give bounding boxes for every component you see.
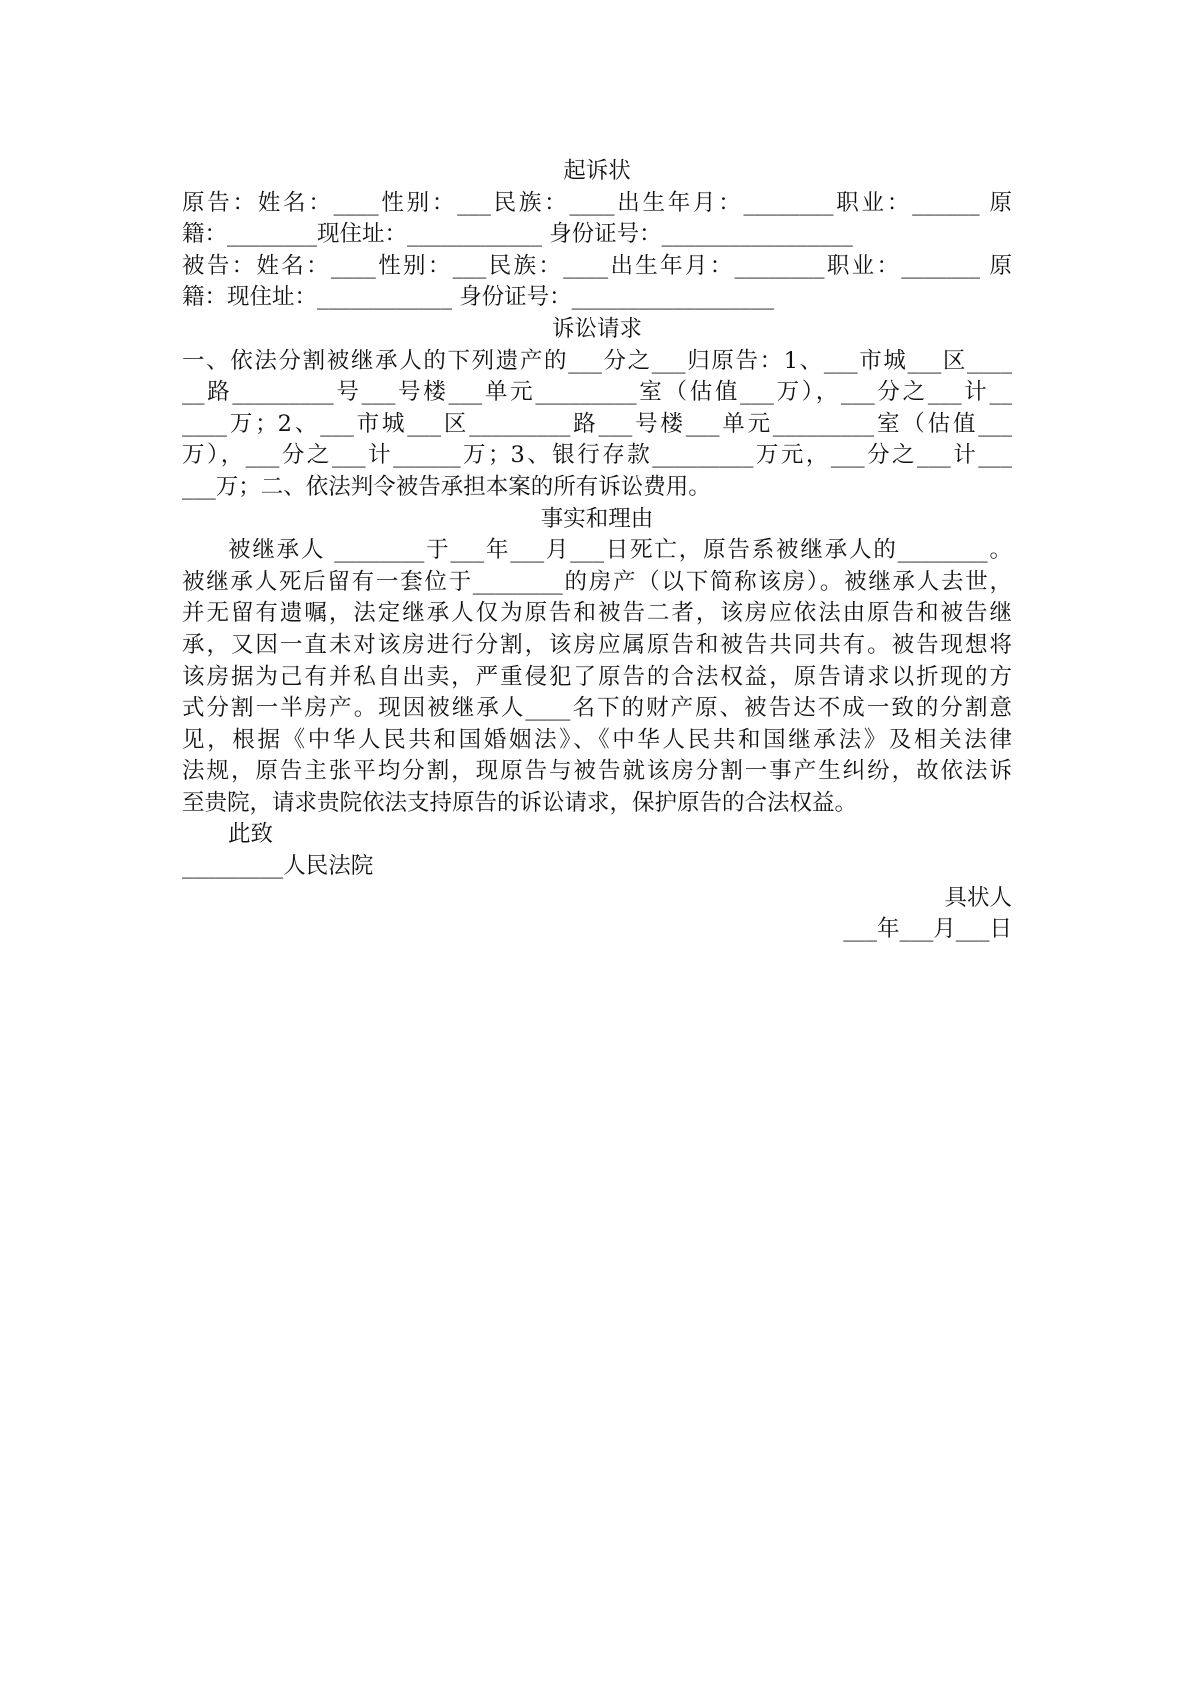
claims-line-3: ____万；2、___市城___区_________路___号楼___单元_________室（估值___ bbox=[182, 410, 1012, 437]
facts-line-5: 该房据为己有并私自出卖，严重侵犯了原告的合法权益，原告请求以折现的方 bbox=[182, 663, 1012, 690]
plaintiff-info-line-2: 籍：________现住址：____________ 身份证号：_________________ bbox=[182, 221, 853, 248]
defendant-info-line-2: 籍：现住址：____________ 身份证号：__________________ bbox=[182, 284, 775, 311]
claims-line-1: 一、依法分割被继承人的下列遗产的___分之___归原告：1、___市城___区____ bbox=[182, 347, 1012, 374]
signature-date: ___年___月___日 bbox=[843, 916, 1012, 943]
closing-salutation: 此致 bbox=[228, 821, 274, 848]
claims-line-2: __路_________号___号楼___单元_________室（估值___万），___分之___计__ bbox=[182, 379, 1012, 406]
facts-line-4: 承，又因一直未对该房进行分割，该房应属原告和被告共同共有。被告现想将 bbox=[182, 631, 1012, 658]
complaint-document bbox=[182, 156, 1012, 946]
plaintiff-info-line-1: 原告：姓名：____性别：___民族：____出生年月：________职业：______ 原 bbox=[182, 189, 1012, 216]
claims-heading: 诉讼请求 bbox=[551, 315, 642, 342]
facts-line-6: 式分割一半房产。现因被继承人____名下的财产原、被告达不成一致的分割意 bbox=[182, 695, 1012, 722]
facts-line-1: 被继承人 ________于___年___月___日死亡，原告系被继承人的________。 bbox=[228, 537, 1012, 564]
facts-line-8: 法规，原告主张平均分割，现原告与被告就该房分割一事产生纠纷，故依法诉 bbox=[182, 758, 1012, 785]
claims-line-5: ___万；二、依法判令被告承担本案的所有诉讼费用。 bbox=[182, 473, 711, 500]
facts-line-3: 并无留有遗嘱，法定继承人仅为原告和被告二者，该房应依法由原告和被告继 bbox=[182, 600, 1012, 627]
claims-line-4: 万），___分之___计______万；3、银行存款_________万元，___分之___计___ bbox=[182, 442, 1012, 469]
facts-line-9: 至贵院，请求贵院依法支持原告的诉讼请求，保护原告的合法权益。 bbox=[182, 789, 858, 816]
court-addressee: _________人民法院 bbox=[182, 853, 374, 880]
defendant-info-line-1: 被告：姓名：____性别：___民族：____出生年月：________职业：_______ 原 bbox=[182, 252, 1012, 279]
facts-heading: 事实和理由 bbox=[540, 505, 654, 532]
facts-line-2: 被继承人死后留有一套位于________的房产（以下简称该房）。被继承人去世， bbox=[182, 568, 1012, 595]
signer-label: 具状人 bbox=[944, 884, 1012, 911]
document-title: 起诉状 bbox=[563, 158, 631, 184]
facts-line-7: 见，根据《中华人民共和国婚姻法》、《中华人民共和国继承法》及相关法律 bbox=[182, 726, 1012, 753]
